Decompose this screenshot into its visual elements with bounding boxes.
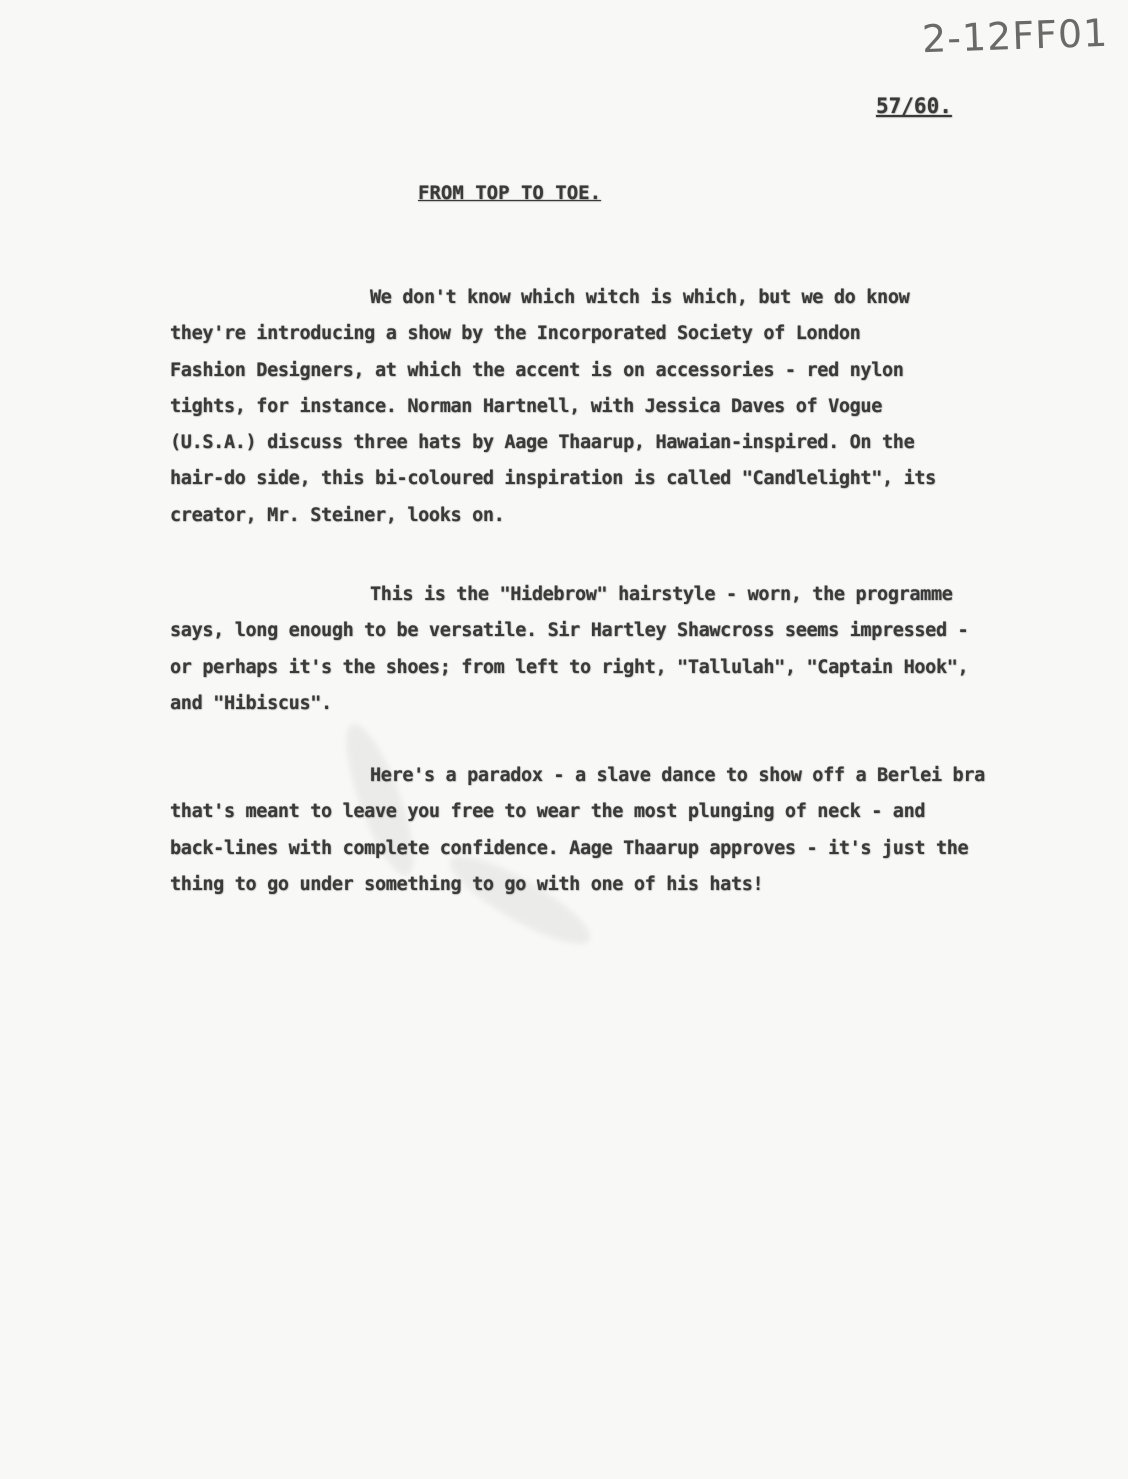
text-line: Here's a paradox - a slave dance to show off a Berlei bra bbox=[370, 765, 985, 786]
text-line: (U.S.A.) discuss three hats by Aage Thaarup, Hawaian-inspired. On the bbox=[170, 432, 915, 454]
text-line: and "Hibiscus". bbox=[170, 692, 332, 714]
text-line: Fashion Designers, at which the accent is on accessories - red nylon bbox=[170, 359, 904, 381]
document-title: FROM TOP TO TOE. bbox=[418, 182, 602, 204]
text-line: they're introducing a show by the Incorporated Society of London bbox=[170, 323, 861, 345]
text-line: back-lines with complete confidence. Aage Thaarup approves - it's just the bbox=[170, 837, 969, 859]
text-line: This is the "Hidebrow" hairstyle - worn, the programme bbox=[370, 584, 953, 605]
text-line: hair-do side, this bi-coloured inspiration is called "Candlelight", its bbox=[170, 468, 936, 490]
paragraph-3 bbox=[170, 758, 1110, 903]
text-line: We don't know which witch is which, but we do know bbox=[370, 287, 910, 308]
page-number: 57/60. bbox=[876, 94, 952, 118]
text-line: that's meant to leave you free to wear the most plunging of neck - and bbox=[170, 801, 926, 823]
handwritten-reference-number: 2-12FF01 bbox=[921, 10, 1110, 62]
text-line: tights, for instance. Norman Hartnell, with Jessica Daves of Vogue bbox=[170, 395, 883, 417]
text-line: says, long enough to be versatile. Sir Hartley Shawcross seems impressed - bbox=[170, 620, 969, 642]
text-line: or perhaps it's the shoes; from left to right, "Tallulah", "Captain Hook", bbox=[170, 656, 969, 678]
text-line: creator, Mr. Steiner, looks on. bbox=[170, 504, 505, 526]
paragraph-2 bbox=[170, 577, 1110, 722]
text-line: thing to go under something to go with one of his hats! bbox=[170, 873, 764, 895]
paragraph-1 bbox=[170, 280, 1110, 534]
